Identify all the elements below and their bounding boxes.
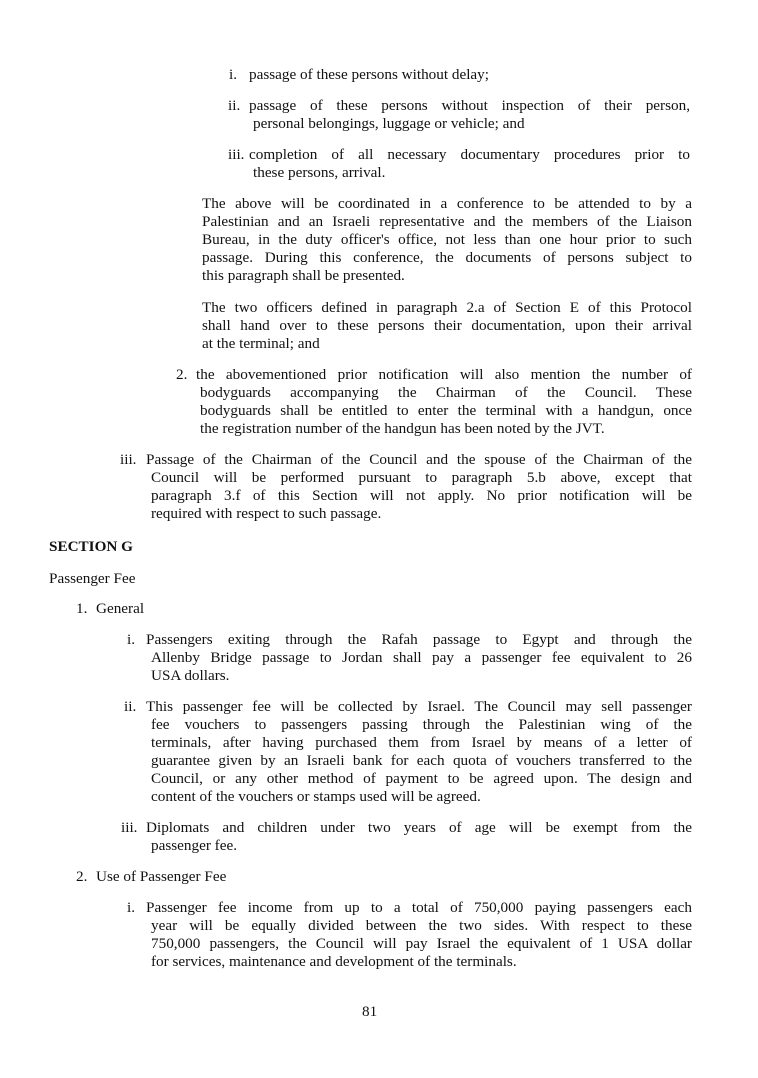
list-item-line: Passengers exiting through the Rafah passage to Egypt and through the <box>146 631 692 648</box>
paragraph-line: this paragraph shall be presented. <box>202 267 405 284</box>
list-marker: i. <box>229 66 238 83</box>
list-item-line: This passenger fee will be collected by Israel. The Council may sell passenger <box>146 698 692 715</box>
list-item-line: bodyguards accompanying the Chairman of the Council. These <box>200 384 692 401</box>
paragraph-line: shall hand over to these persons their documentation, upon their arrival <box>202 317 692 334</box>
list-item-line: required with respect to such passage. <box>151 505 382 522</box>
list-item-line: terminals, after having purchased them from Israel by means of a letter of <box>151 734 692 751</box>
subsection-marker: 2. <box>76 868 88 885</box>
list-item-line: bodyguards shall be entitled to enter the terminal with a handgun, once <box>200 402 692 419</box>
list-item-line: paragraph 3.f of this Section will not apply. No prior notification will be <box>151 487 692 504</box>
paragraph-line: passage. During this conference, the documents of persons subject to <box>202 249 692 266</box>
section-subtitle: Passenger Fee <box>49 570 136 587</box>
paragraph-line: The two officers defined in paragraph 2.a of Section E of this Protocol <box>202 299 692 316</box>
list-marker: i. <box>127 899 136 916</box>
list-item-line: personal belongings, luggage or vehicle; and <box>253 115 525 132</box>
list-item-line: the abovementioned prior notification will also mention the number of <box>196 366 692 383</box>
list-item-line: guarantee given by an Israeli bank for each quota of vouchers transferred to the <box>151 752 692 769</box>
list-item-line: Council, or any other method of payment to be agreed upon. The design and <box>151 770 692 787</box>
list-item-line: for services, maintenance and development of the terminals. <box>151 953 517 970</box>
paragraph-line: Palestinian and an Israeli representative and the members of the Liaison <box>202 213 692 230</box>
list-marker: ii. <box>228 97 241 114</box>
list-item-line: Passenger fee income from up to a total of 750,000 paying passengers each <box>146 899 692 916</box>
subsection-title: General <box>96 600 145 617</box>
list-item-line: passenger fee. <box>151 837 238 854</box>
list-item-line: completion of all necessary documentary procedures prior to <box>249 146 690 163</box>
list-marker: iii. <box>228 146 245 163</box>
paragraph-line: The above will be coordinated in a conference to be attended to by a <box>202 195 692 212</box>
list-item-line: 750,000 passengers, the Council will pay Israel the equivalent of 1 USA dollar <box>151 935 692 952</box>
list-item-line: USA dollars. <box>151 667 230 684</box>
list-item-line: Council will be performed pursuant to paragraph 5.b above, except that <box>151 469 692 486</box>
list-marker: iii. <box>121 819 138 836</box>
list-marker: 2. <box>176 366 188 383</box>
list-item-line: fee vouchers to passengers passing through the Palestinian wing of the <box>151 716 692 733</box>
section-title: SECTION G <box>49 538 133 555</box>
paragraph-line: at the terminal; and <box>202 335 320 352</box>
list-item-line: these persons, arrival. <box>253 164 386 181</box>
list-marker: ii. <box>124 698 137 715</box>
list-item-line: the registration number of the handgun has been noted by the JVT. <box>200 420 605 437</box>
subsection-title: Use of Passenger Fee <box>96 868 227 885</box>
list-item-line: content of the vouchers or stamps used will be agreed. <box>151 788 481 805</box>
list-item-line: passage of these persons without delay; <box>249 66 489 83</box>
list-item-line: year will be equally divided between the two sides. With respect to these <box>151 917 692 934</box>
page-number: 81 <box>362 1003 378 1020</box>
list-item-line: Allenby Bridge passage to Jordan shall pay a passenger fee equivalent to 26 <box>151 649 692 666</box>
paragraph-line: Bureau, in the duty officer's office, not less than one hour prior to such <box>202 231 692 248</box>
list-item-line: Passage of the Chairman of the Council and the spouse of the Chairman of the <box>146 451 692 468</box>
list-marker: i. <box>127 631 136 648</box>
list-item-line: passage of these persons without inspection of their person, <box>249 97 690 114</box>
list-marker: iii. <box>120 451 137 468</box>
subsection-marker: 1. <box>76 600 88 617</box>
list-item-line: Diplomats and children under two years of age will be exempt from the <box>146 819 692 836</box>
